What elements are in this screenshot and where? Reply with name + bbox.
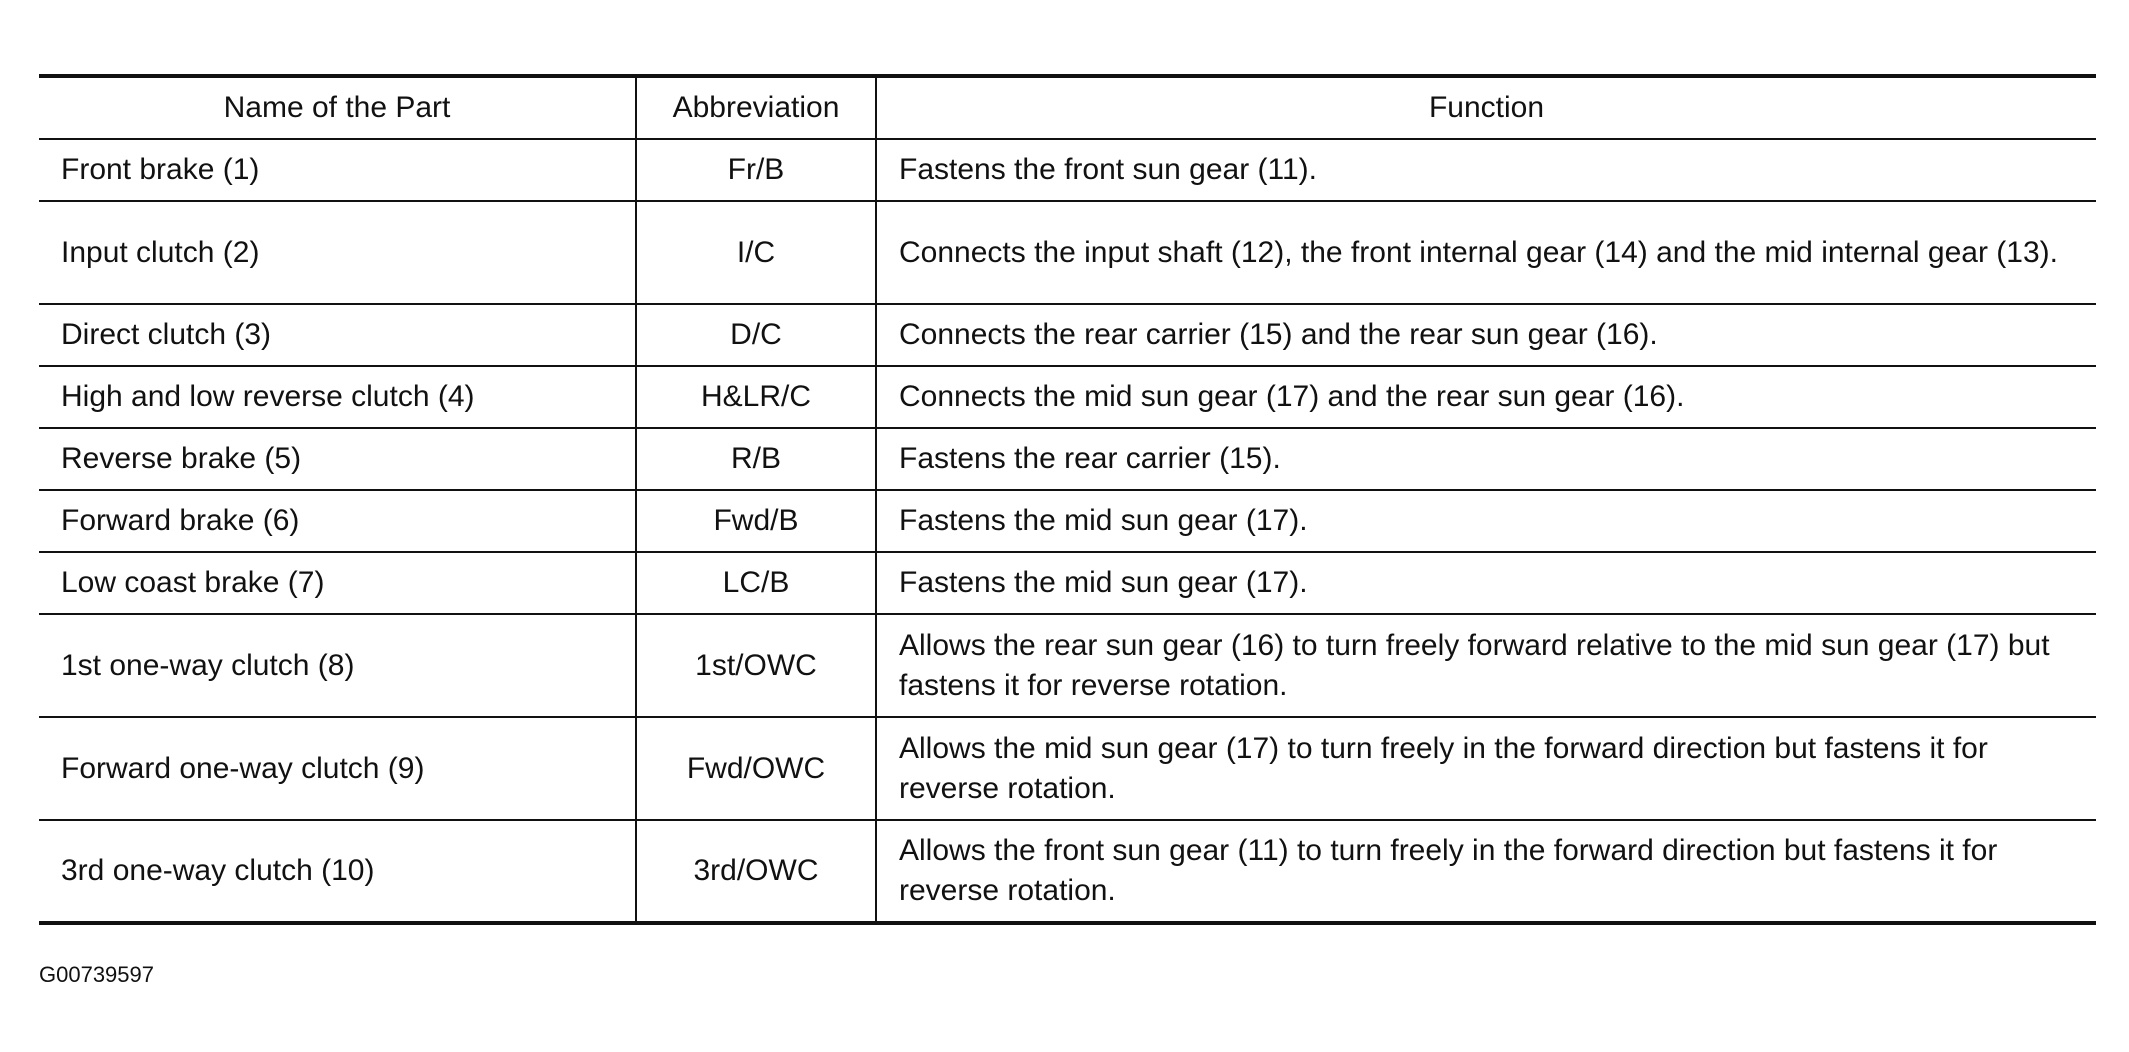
table-row — [39, 304, 2096, 366]
abbreviation-cell: D/C — [636, 304, 876, 366]
header-abbreviation: Abbreviation — [636, 76, 876, 139]
function-cell: Fastens the rear carrier (15). — [876, 428, 2096, 490]
abbreviation-cell: LC/B — [636, 552, 876, 614]
function-cell: Fastens the front sun gear (11). — [876, 139, 2096, 201]
table-row — [39, 552, 2096, 614]
table-row — [39, 428, 2096, 490]
abbreviation-cell: 1st/OWC — [636, 614, 876, 717]
table-row — [39, 614, 2096, 717]
abbreviation-cell: Fr/B — [636, 139, 876, 201]
abbreviation-cell: Fwd/B — [636, 490, 876, 552]
part-name-cell: Forward brake (6) — [39, 490, 636, 552]
function-cell: Allows the rear sun gear (16) to turn freely forward relative to the mid sun gear (17) but fastens it for reverse rotation. — [876, 614, 2096, 717]
table-row — [39, 366, 2096, 428]
part-name-cell: Direct clutch (3) — [39, 304, 636, 366]
abbreviation-cell: I/C — [636, 201, 876, 304]
part-name-cell: Low coast brake (7) — [39, 552, 636, 614]
function-cell: Connects the mid sun gear (17) and the rear sun gear (16). — [876, 366, 2096, 428]
function-cell: Connects the input shaft (12), the front internal gear (14) and the mid internal gear (13). — [876, 201, 2096, 304]
function-cell: Allows the front sun gear (11) to turn freely in the forward direction but fastens it for reverse rotation. — [876, 820, 2096, 923]
table-row — [39, 490, 2096, 552]
function-cell: Fastens the mid sun gear (17). — [876, 490, 2096, 552]
table-row — [39, 139, 2096, 201]
table-header-row — [39, 76, 2096, 139]
function-cell: Fastens the mid sun gear (17). — [876, 552, 2096, 614]
table-row — [39, 201, 2096, 304]
abbreviation-cell: 3rd/OWC — [636, 820, 876, 923]
parts-function-table — [39, 74, 2096, 925]
abbreviation-cell: Fwd/OWC — [636, 717, 876, 820]
header-function: Function — [876, 76, 2096, 139]
table-row — [39, 820, 2096, 923]
header-name-of-part: Name of the Part — [39, 76, 636, 139]
part-name-cell: Front brake (1) — [39, 139, 636, 201]
part-name-cell: 3rd one-way clutch (10) — [39, 820, 636, 923]
part-name-cell: Reverse brake (5) — [39, 428, 636, 490]
function-cell: Allows the mid sun gear (17) to turn freely in the forward direction but fastens it for reverse rotation. — [876, 717, 2096, 820]
table-row — [39, 717, 2096, 820]
abbreviation-cell: R/B — [636, 428, 876, 490]
parts-table-container — [39, 74, 2096, 925]
function-cell: Connects the rear carrier (15) and the rear sun gear (16). — [876, 304, 2096, 366]
abbreviation-cell: H&LR/C — [636, 366, 876, 428]
part-name-cell: Forward one-way clutch (9) — [39, 717, 636, 820]
part-name-cell: Input clutch (2) — [39, 201, 636, 304]
figure-code: G00739597 — [39, 962, 154, 987]
part-name-cell: 1st one-way clutch (8) — [39, 614, 636, 717]
part-name-cell: High and low reverse clutch (4) — [39, 366, 636, 428]
